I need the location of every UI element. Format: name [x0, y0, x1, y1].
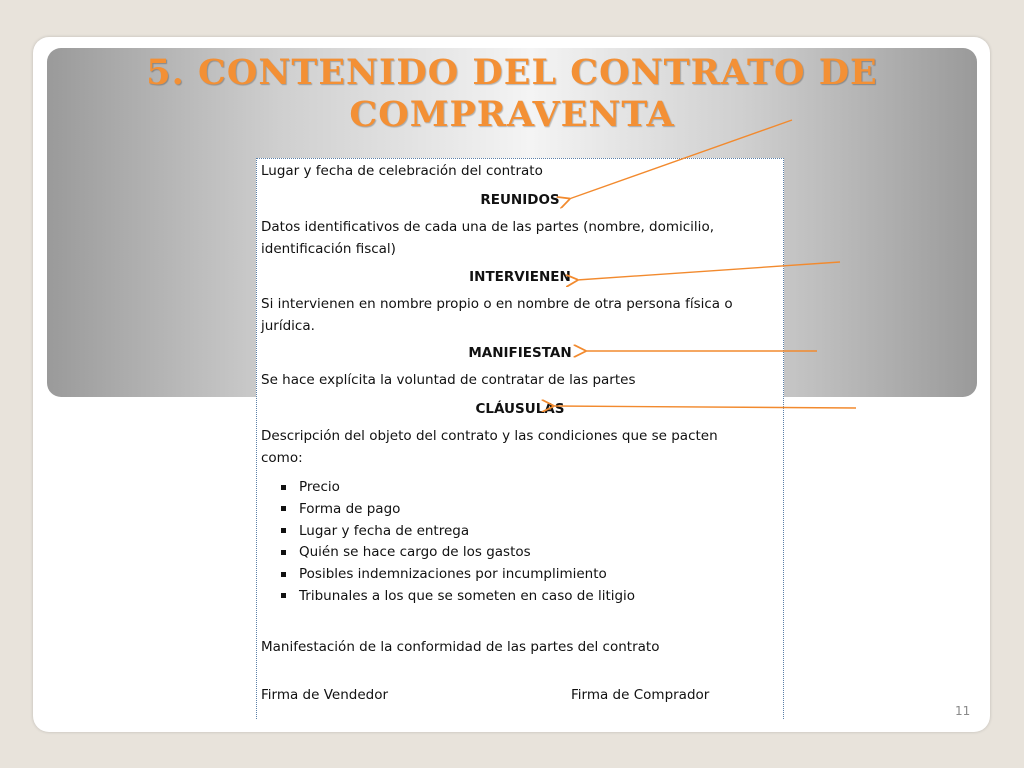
list-item: Forma de pago [281, 499, 635, 521]
heading-manifiestan: MANIFIESTAN [468, 345, 572, 361]
heading-clausulas: CLÁUSULAS [475, 401, 565, 417]
slide-title-line-1: 5. CONTENIDO DEL CONTRATO DE [146, 52, 878, 93]
reunidos-text-line-1: Datos identificativos de cada una de las partes (nombre, domicilio, [261, 219, 714, 235]
list-item: Tribunales a los que se someten en caso de litigio [281, 586, 635, 608]
manifiestan-text: Se hace explícita la voluntad de contratar de las partes [261, 372, 636, 388]
clausulas-text-line-2: como: [261, 450, 303, 466]
arrow-clausulas [553, 406, 856, 408]
list-item: Posibles indemnizaciones por incumplimiento [281, 564, 635, 586]
intervienen-text-line-1: Si intervienen en nombre propio o en nombre de otra persona física o [261, 296, 733, 312]
firma-vendedor: Firma de Vendedor [261, 687, 389, 703]
heading-intervienen: INTERVIENEN [469, 269, 571, 285]
firma-comprador: Firma de Comprador [571, 687, 710, 703]
list-item: Quién se hace cargo de los gastos [281, 542, 635, 564]
slide-title-line-2: COMPRAVENTA [349, 94, 675, 135]
clausulas-text-line-1: Descripción del objeto del contrato y las condiciones que se pacten [261, 428, 718, 444]
lugar-fecha-line: Lugar y fecha de celebración del contrato [261, 163, 543, 179]
arrow-intervienen [577, 262, 840, 280]
page-number: 11 [955, 704, 971, 718]
arrow-reunidos [569, 120, 792, 199]
list-item: Precio [281, 477, 635, 499]
list-item: Lugar y fecha de entrega [281, 521, 635, 543]
intervienen-text-line-2: jurídica. [261, 318, 315, 334]
conformidad-text: Manifestación de la conformidad de las partes del contrato [261, 639, 660, 655]
heading-reunidos: REUNIDOS [480, 192, 560, 208]
reunidos-text-line-2: identificación fiscal) [261, 241, 396, 257]
